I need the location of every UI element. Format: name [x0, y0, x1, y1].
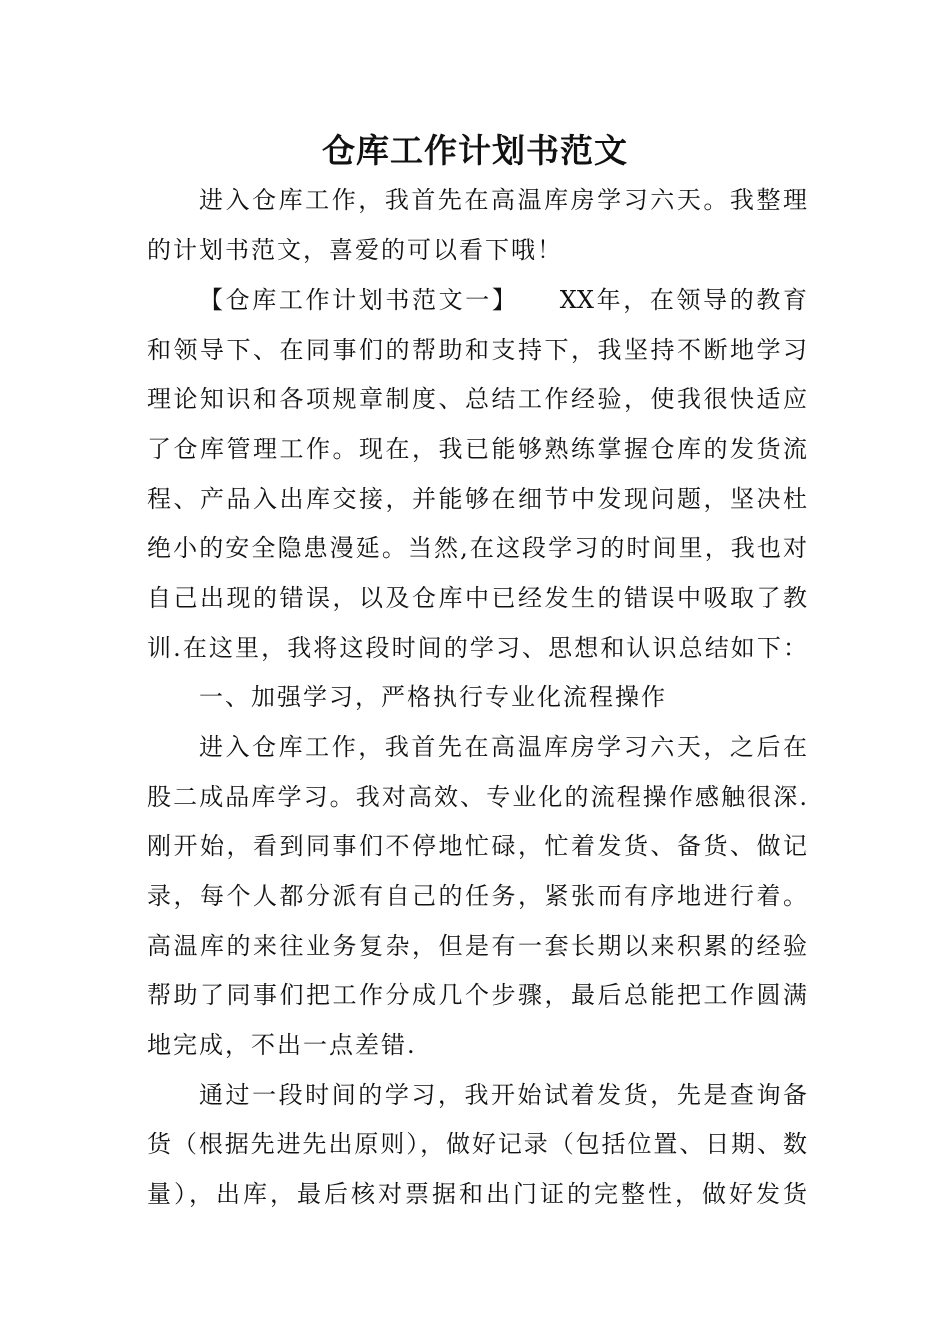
section-heading: 一、加强学习，严格执行专业化流程操作: [199, 683, 667, 711]
body-line-2: 的计划书范文，喜爱的可以看下哦！: [147, 236, 563, 264]
body-line-8: 绝小的安全隐患漫延。当然,在这段学习的时间里，我也对: [147, 534, 807, 562]
body-line-20: 货（根据先进先出原则），做好记录（包括位置、日期、数: [147, 1130, 807, 1158]
body-line-17: 帮助了同事们把工作分成几个步骤，最后总能把工作圆满: [147, 981, 807, 1009]
body-line-12: 进入仓库工作，我首先在高温库房学习六天，之后在: [199, 733, 807, 761]
body-line-16: 高温库的来往业务复杂，但是有一套长期以来积累的经验: [147, 932, 807, 960]
body-line-19: 通过一段时间的学习，我开始试着发货，先是查询备: [199, 1081, 807, 1109]
document-title: 仓库工作计划书范文: [322, 131, 628, 170]
body-line-14: 刚开始，看到同事们不停地忙碌，忙着发货、备货、做记: [147, 832, 807, 860]
body-line-18: 地完成，不出一点差错.: [147, 1031, 417, 1059]
body-line-3: 【仓库工作计划书范文一】 XX年，在领导的教育: [199, 286, 807, 314]
body-line-13: 股二成品库学习。我对高效、专业化的流程操作感触很深.: [147, 783, 807, 811]
body-line-15: 录，每个人都分派有自己的任务，紧张而有序地进行着。: [147, 882, 807, 910]
body-line-1: 进入仓库工作，我首先在高温库房学习六天。我整理: [199, 186, 807, 214]
body-line-21: 量），出库，最后核对票据和出门证的完整性，做好发货: [147, 1180, 807, 1208]
body-line-4: 和领导下、在同事们的帮助和支持下，我坚持不断地学习: [147, 336, 807, 364]
body-line-7: 程、产品入出库交接，并能够在细节中发现问题，坚决杜: [147, 485, 807, 513]
body-line-9: 自己出现的错误，以及仓库中已经发生的错误中吸取了教: [147, 584, 807, 612]
body-line-5: 理论知识和各项规章制度、总结工作经验，使我很快适应: [147, 385, 807, 413]
body-line-10: 训.在这里，我将这段时间的学习、思想和认识总结如下：: [147, 634, 807, 662]
body-line-6: 了仓库管理工作。现在，我已能够熟练掌握仓库的发货流: [147, 435, 807, 463]
